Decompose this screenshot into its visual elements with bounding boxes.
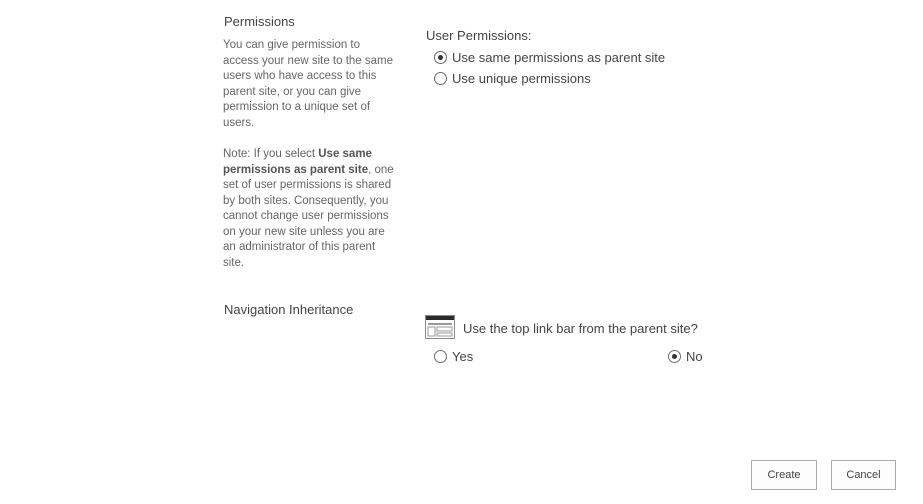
top-link-bar-question: Use the top link bar from the parent site? [463,321,698,336]
permissions-note-suffix: , one set of user permissions is shared by both sites. Consequently, you cannot change user permissions on your new site unless you are an administrator of this parent site. [223,163,394,269]
nav-yes-label: Yes [452,349,474,364]
same-permissions-label: Use same permissions as parent site [452,50,666,65]
same-permissions-radio[interactable] [434,51,447,64]
top-link-bar-icon [425,315,455,339]
nav-no-radio-option[interactable] [668,349,703,364]
nav-yes-radio[interactable] [434,350,447,363]
user-permissions-label: User Permissions: [426,28,532,43]
nav-yes-radio-option[interactable] [434,349,473,364]
permissions-description: You can give permission to access your new site to the same users who have access to this parent site, or you can give permission to a unique set of users. [223,39,394,129]
nav-no-radio[interactable] [668,350,681,363]
create-button[interactable]: Create [751,460,817,490]
same-permissions-radio-option[interactable] [434,50,665,65]
permissions-note-bold: Use same permissions as parent site [223,148,372,176]
unique-permissions-radio[interactable] [434,72,447,85]
unique-permissions-radio-option[interactable] [434,71,591,86]
permissions-section-title: Permissions [224,14,295,29]
nav-no-label: No [686,349,703,364]
permissions-note [223,147,395,271]
permissions-note-prefix: Note: If you select [223,148,319,160]
navigation-section-title: Navigation Inheritance [224,302,354,317]
unique-permissions-label: Use unique permissions [452,71,591,86]
cancel-button[interactable]: Cancel [831,460,896,490]
